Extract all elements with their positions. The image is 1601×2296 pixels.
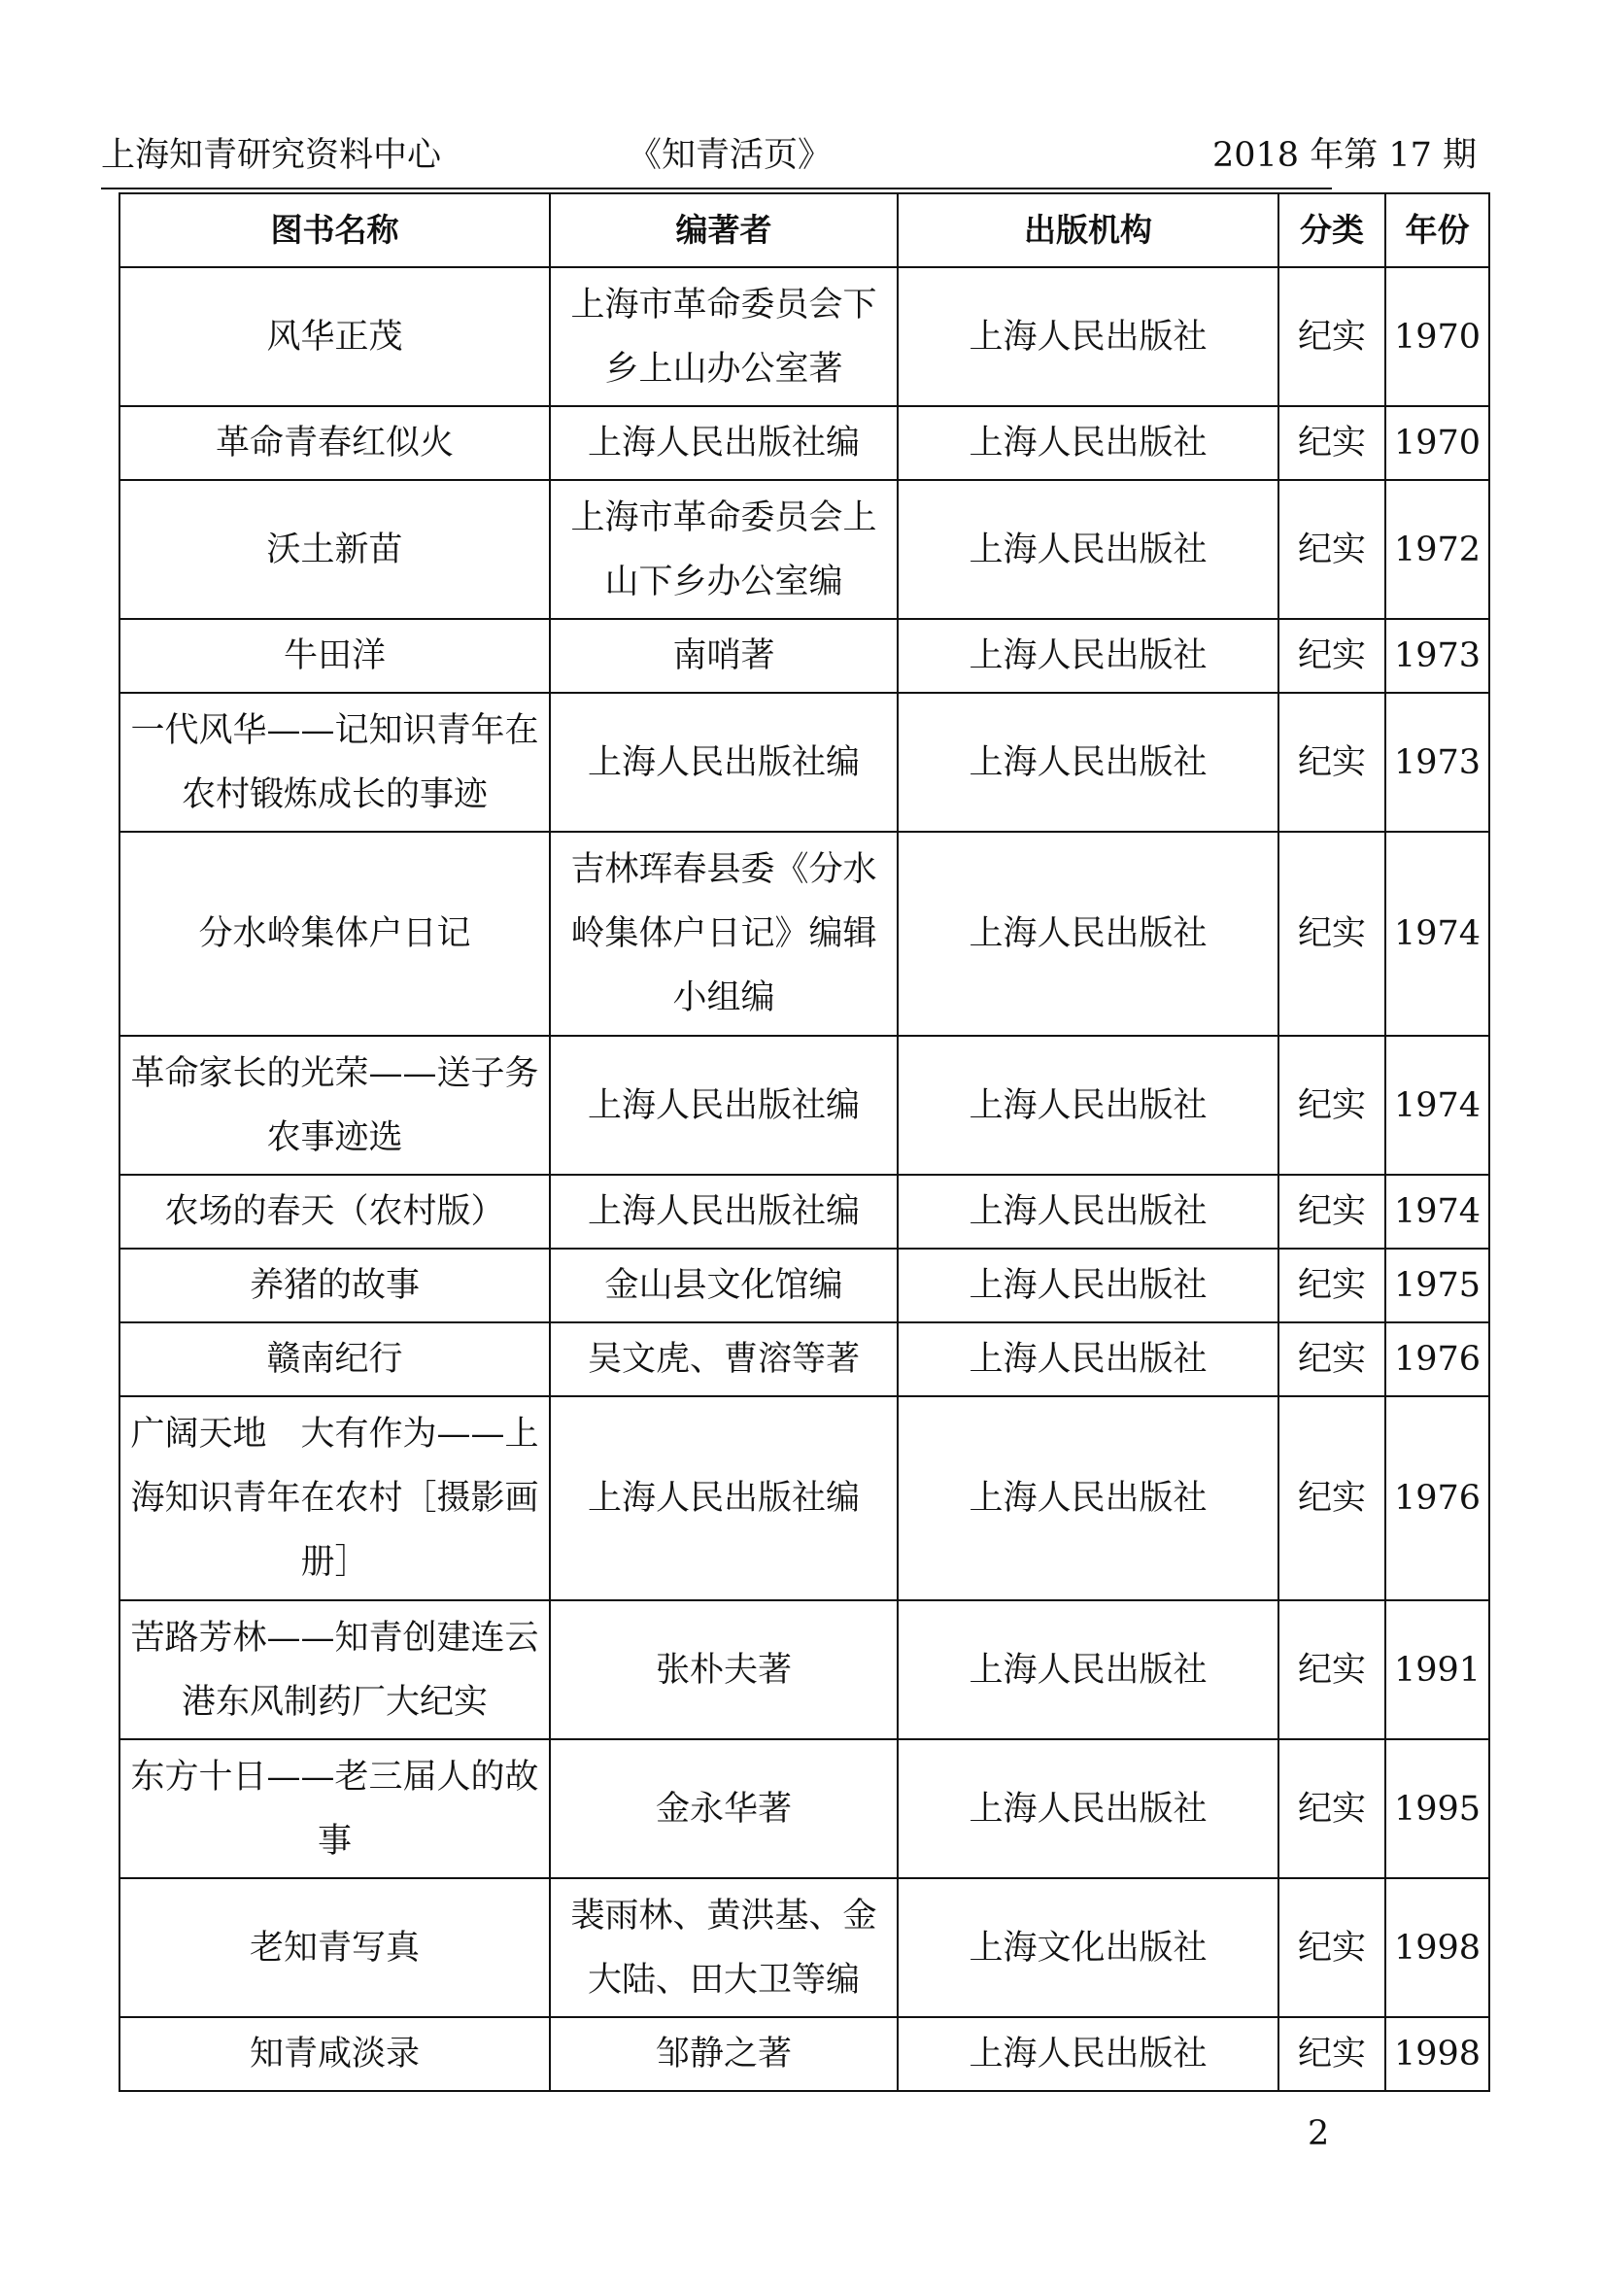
cell-year: 1970 xyxy=(1385,406,1489,480)
cell-author: 上海人民出版社编 xyxy=(550,693,898,832)
cell-publisher: 上海人民出版社 xyxy=(898,406,1278,480)
cell-author: 上海人民出版社编 xyxy=(550,1036,898,1175)
cell-category: 纪实 xyxy=(1278,267,1385,406)
cell-title: 养猪的故事 xyxy=(119,1249,550,1322)
cell-author: 邹静之著 xyxy=(550,2017,898,2091)
cell-year: 1998 xyxy=(1385,2017,1489,2091)
cell-publisher: 上海人民出版社 xyxy=(898,1036,1278,1175)
cell-publisher: 上海人民出版社 xyxy=(898,1249,1278,1322)
table-row xyxy=(119,832,1489,1036)
cell-author: 金山县文化馆编 xyxy=(550,1249,898,1322)
cell-title: 风华正茂 xyxy=(119,267,550,406)
cell-publisher: 上海人民出版社 xyxy=(898,1322,1278,1396)
table-row xyxy=(119,1249,1489,1322)
book-list-table xyxy=(119,192,1490,2092)
table-row xyxy=(119,1175,1489,1249)
column-header-title: 图书名称 xyxy=(119,193,550,267)
column-header-category: 分类 xyxy=(1278,193,1385,267)
cell-year: 1974 xyxy=(1385,832,1489,1036)
cell-author: 裴雨林、黄洪基、金大陆、田大卫等编 xyxy=(550,1878,898,2017)
table-row xyxy=(119,1396,1489,1600)
cell-publisher: 上海人民出版社 xyxy=(898,267,1278,406)
cell-category: 纪实 xyxy=(1278,619,1385,693)
cell-publisher: 上海人民出版社 xyxy=(898,693,1278,832)
header-organization: 上海知青研究资料中心 xyxy=(101,136,442,175)
table-row xyxy=(119,693,1489,832)
cell-author: 上海市革命委员会下乡上山办公室著 xyxy=(550,267,898,406)
cell-title: 分水岭集体户日记 xyxy=(119,832,550,1036)
cell-year: 1976 xyxy=(1385,1322,1489,1396)
cell-category: 纪实 xyxy=(1278,1322,1385,1396)
cell-title: 苦路芳林——知青创建连云港东风制药厂大纪实 xyxy=(119,1600,550,1739)
cell-author: 吴文虎、曹溶等著 xyxy=(550,1322,898,1396)
cell-category: 纪实 xyxy=(1278,1175,1385,1249)
cell-category: 纪实 xyxy=(1278,1739,1385,1878)
table-body xyxy=(119,267,1489,2091)
cell-publisher: 上海人民出版社 xyxy=(898,1739,1278,1878)
cell-category: 纪实 xyxy=(1278,2017,1385,2091)
cell-category: 纪实 xyxy=(1278,1249,1385,1322)
cell-title: 东方十日——老三届人的故事 xyxy=(119,1739,550,1878)
cell-author: 吉林珲春县委《分水岭集体户日记》编辑小组编 xyxy=(550,832,898,1036)
cell-author: 南哨著 xyxy=(550,619,898,693)
cell-category: 纪实 xyxy=(1278,832,1385,1036)
cell-title: 一代风华——记知识青年在农村锻炼成长的事迹 xyxy=(119,693,550,832)
cell-author: 上海市革命委员会上山下乡办公室编 xyxy=(550,480,898,619)
table-row xyxy=(119,267,1489,406)
page-number: 2 xyxy=(1308,2114,1330,2153)
cell-title: 农场的春天（农村版） xyxy=(119,1175,550,1249)
table-row xyxy=(119,619,1489,693)
cell-category: 纪实 xyxy=(1278,1878,1385,2017)
cell-title: 知青咸淡录 xyxy=(119,2017,550,2091)
table-row xyxy=(119,480,1489,619)
cell-title: 广阔天地 大有作为——上海知识青年在农村［摄影画册］ xyxy=(119,1396,550,1600)
cell-year: 1998 xyxy=(1385,1878,1489,2017)
cell-title: 革命家长的光荣——送子务农事迹选 xyxy=(119,1036,550,1175)
table-header-row xyxy=(119,193,1489,267)
header-issue: 2018 年第 17 期 xyxy=(1212,136,1477,175)
column-header-year: 年份 xyxy=(1385,193,1489,267)
cell-year: 1974 xyxy=(1385,1175,1489,1249)
cell-year: 1973 xyxy=(1385,693,1489,832)
cell-publisher: 上海人民出版社 xyxy=(898,480,1278,619)
table-row xyxy=(119,1878,1489,2017)
cell-category: 纪实 xyxy=(1278,406,1385,480)
cell-publisher: 上海人民出版社 xyxy=(898,2017,1278,2091)
cell-year: 1972 xyxy=(1385,480,1489,619)
cell-category: 纪实 xyxy=(1278,693,1385,832)
table-row xyxy=(119,2017,1489,2091)
cell-author: 金永华著 xyxy=(550,1739,898,1878)
cell-year: 1975 xyxy=(1385,1249,1489,1322)
cell-publisher: 上海人民出版社 xyxy=(898,832,1278,1036)
cell-year: 1973 xyxy=(1385,619,1489,693)
cell-year: 1976 xyxy=(1385,1396,1489,1600)
cell-year: 1970 xyxy=(1385,267,1489,406)
cell-publisher: 上海人民出版社 xyxy=(898,1175,1278,1249)
cell-author: 上海人民出版社编 xyxy=(550,1175,898,1249)
column-header-publisher: 出版机构 xyxy=(898,193,1278,267)
cell-category: 纪实 xyxy=(1278,1036,1385,1175)
cell-publisher: 上海人民出版社 xyxy=(898,619,1278,693)
table-row xyxy=(119,406,1489,480)
cell-title: 沃土新苗 xyxy=(119,480,550,619)
cell-title: 牛田洋 xyxy=(119,619,550,693)
cell-year: 1995 xyxy=(1385,1739,1489,1878)
cell-author: 张朴夫著 xyxy=(550,1600,898,1739)
cell-title: 赣南纪行 xyxy=(119,1322,550,1396)
cell-publisher: 上海人民出版社 xyxy=(898,1600,1278,1739)
cell-publisher: 上海文化出版社 xyxy=(898,1878,1278,2017)
cell-year: 1974 xyxy=(1385,1036,1489,1175)
cell-title: 老知青写真 xyxy=(119,1878,550,2017)
page-header xyxy=(0,128,1601,179)
cell-category: 纪实 xyxy=(1278,1396,1385,1600)
cell-title: 革命青春红似火 xyxy=(119,406,550,480)
cell-year: 1991 xyxy=(1385,1600,1489,1739)
cell-category: 纪实 xyxy=(1278,480,1385,619)
cell-category: 纪实 xyxy=(1278,1600,1385,1739)
column-header-author: 编著者 xyxy=(550,193,898,267)
cell-author: 上海人民出版社编 xyxy=(550,1396,898,1600)
cell-author: 上海人民出版社编 xyxy=(550,406,898,480)
header-publication-title: 《知青活页》 xyxy=(628,136,833,175)
table-row xyxy=(119,1322,1489,1396)
header-rule xyxy=(101,188,1332,189)
table-row xyxy=(119,1036,1489,1175)
table-row xyxy=(119,1600,1489,1739)
table-row xyxy=(119,1739,1489,1878)
cell-publisher: 上海人民出版社 xyxy=(898,1396,1278,1600)
